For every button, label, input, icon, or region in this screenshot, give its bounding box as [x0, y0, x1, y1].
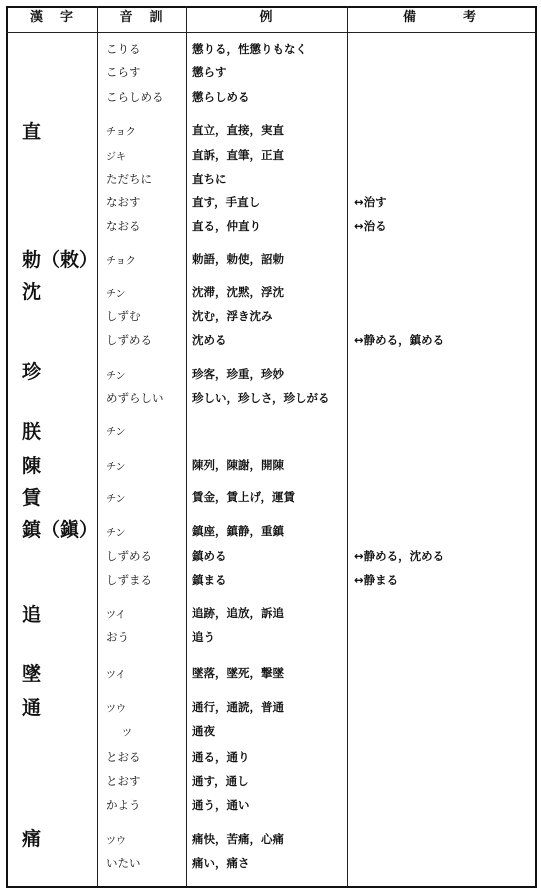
- example-cell: 勅語，勅使，詔勅: [192, 252, 284, 266]
- reading-cell: チン: [106, 371, 126, 382]
- note-cell: ↔治る: [354, 219, 387, 233]
- column-divider: [97, 6, 98, 886]
- reading-cell: チン: [106, 494, 126, 505]
- example-cell: 沈む，浮き沈み: [192, 309, 273, 323]
- header-example: 例: [259, 10, 275, 25]
- reading-cell: めずらしい: [106, 391, 164, 405]
- reading-cell: いたい: [106, 856, 141, 870]
- example-cell: 通行，通読，普通: [192, 700, 284, 714]
- example-cell: 直す，手直し: [192, 195, 261, 209]
- reading-cell: チン: [106, 528, 126, 539]
- example-cell: 墜落，墜死，撃墜: [192, 666, 284, 680]
- header-kanji: 漢 字: [29, 10, 75, 25]
- reading-cell: ツイ: [106, 670, 126, 681]
- kanji-entry: 沈: [22, 281, 42, 303]
- column-divider: [347, 6, 348, 886]
- note-cell: ↔静める，鎮める: [354, 333, 445, 347]
- reading-cell: ジキ: [106, 152, 126, 163]
- reading-cell: ツウ: [106, 836, 126, 847]
- example-cell: 通夜: [192, 724, 215, 738]
- example-cell: 賃金，賃上げ，運賃: [192, 490, 296, 504]
- kanji-entry: 追: [22, 604, 42, 626]
- reading-cell: チョク: [106, 256, 136, 267]
- example-cell: 追う: [192, 630, 215, 644]
- example-cell: 陳列，陳謝，開陳: [192, 458, 284, 472]
- reading-cell: しずむ: [106, 309, 141, 323]
- example-cell: 鎮まる: [192, 573, 227, 587]
- table-border: [6, 6, 537, 888]
- reading-cell: とおす: [106, 774, 141, 788]
- note-cell: ↔治す: [354, 195, 387, 209]
- reading-cell: チン: [106, 289, 126, 300]
- example-cell: 通る，通り: [192, 750, 250, 764]
- column-divider: [186, 6, 187, 886]
- reading-cell: しずめる: [106, 549, 152, 563]
- reading-cell: こらす: [106, 65, 141, 79]
- kanji-entry: 勅（敕）: [22, 249, 99, 271]
- example-cell: 直訴，直筆，正直: [192, 148, 284, 162]
- example-cell: 通う，通い: [192, 798, 250, 812]
- reading-cell: とおる: [106, 750, 141, 764]
- header-reading: 音 訓: [119, 10, 165, 25]
- example-cell: 直立，直接，実直: [192, 123, 284, 137]
- example-cell: 懲らす: [192, 65, 227, 79]
- example-cell: 懲らしめる: [192, 90, 250, 104]
- kanji-entry: 陳: [22, 455, 42, 477]
- example-cell: 珍客，珍重，珍妙: [192, 367, 284, 381]
- reading-cell: こりる: [106, 42, 141, 56]
- kanji-entry: 珍: [22, 361, 42, 383]
- reading-cell: こらしめる: [106, 90, 164, 104]
- kanji-entry: 痛: [22, 828, 42, 850]
- example-cell: 直る，仲直り: [192, 219, 261, 233]
- example-cell: 懲りる，性懲りもなく: [192, 42, 307, 56]
- kanji-entry: 通: [22, 697, 42, 719]
- reading-cell: ツイ: [106, 610, 126, 621]
- reading-cell: なおす: [106, 195, 141, 209]
- kanji-entry: 朕: [22, 421, 42, 443]
- reading-cell: ツウ: [106, 704, 126, 715]
- kanji-entry: 直: [22, 121, 42, 143]
- kanji-entry: 賃: [22, 487, 42, 509]
- note-cell: ↔静まる: [354, 573, 399, 587]
- kanji-entry: 墜: [22, 663, 42, 685]
- header-notes: 備 考: [402, 10, 478, 25]
- reading-cell: しずめる: [106, 333, 152, 347]
- example-cell: 沈滞，沈黙，浮沈: [192, 285, 284, 299]
- example-cell: 直ちに: [192, 172, 227, 186]
- header-divider: [6, 32, 535, 33]
- reading-cell: ただちに: [106, 172, 152, 186]
- example-cell: 珍しい，珍しさ，珍しがる: [192, 391, 330, 405]
- reading-cell: しずまる: [106, 573, 152, 587]
- reading-cell: チン: [106, 462, 126, 473]
- example-cell: 鎮座，鎮静，重鎮: [192, 524, 284, 538]
- reading-cell: チン: [106, 427, 126, 438]
- example-cell: 追跡，追放，訴追: [192, 606, 284, 620]
- reading-cell: チョク: [106, 127, 136, 138]
- reading-cell: かよう: [106, 798, 141, 812]
- example-cell: 通す，通し: [192, 774, 249, 788]
- reading-cell: なおる: [106, 219, 141, 233]
- example-cell: 痛い，痛さ: [192, 856, 250, 870]
- example-cell: 鎮める: [192, 549, 227, 563]
- example-cell: 沈める: [192, 333, 227, 347]
- kanji-entry: 鎮（鎭）: [22, 519, 99, 541]
- reading-cell: ツ: [122, 728, 132, 739]
- note-cell: ↔静める，沈める: [354, 549, 445, 563]
- reading-cell: おう: [106, 630, 129, 644]
- example-cell: 痛快，苦痛，心痛: [192, 832, 284, 846]
